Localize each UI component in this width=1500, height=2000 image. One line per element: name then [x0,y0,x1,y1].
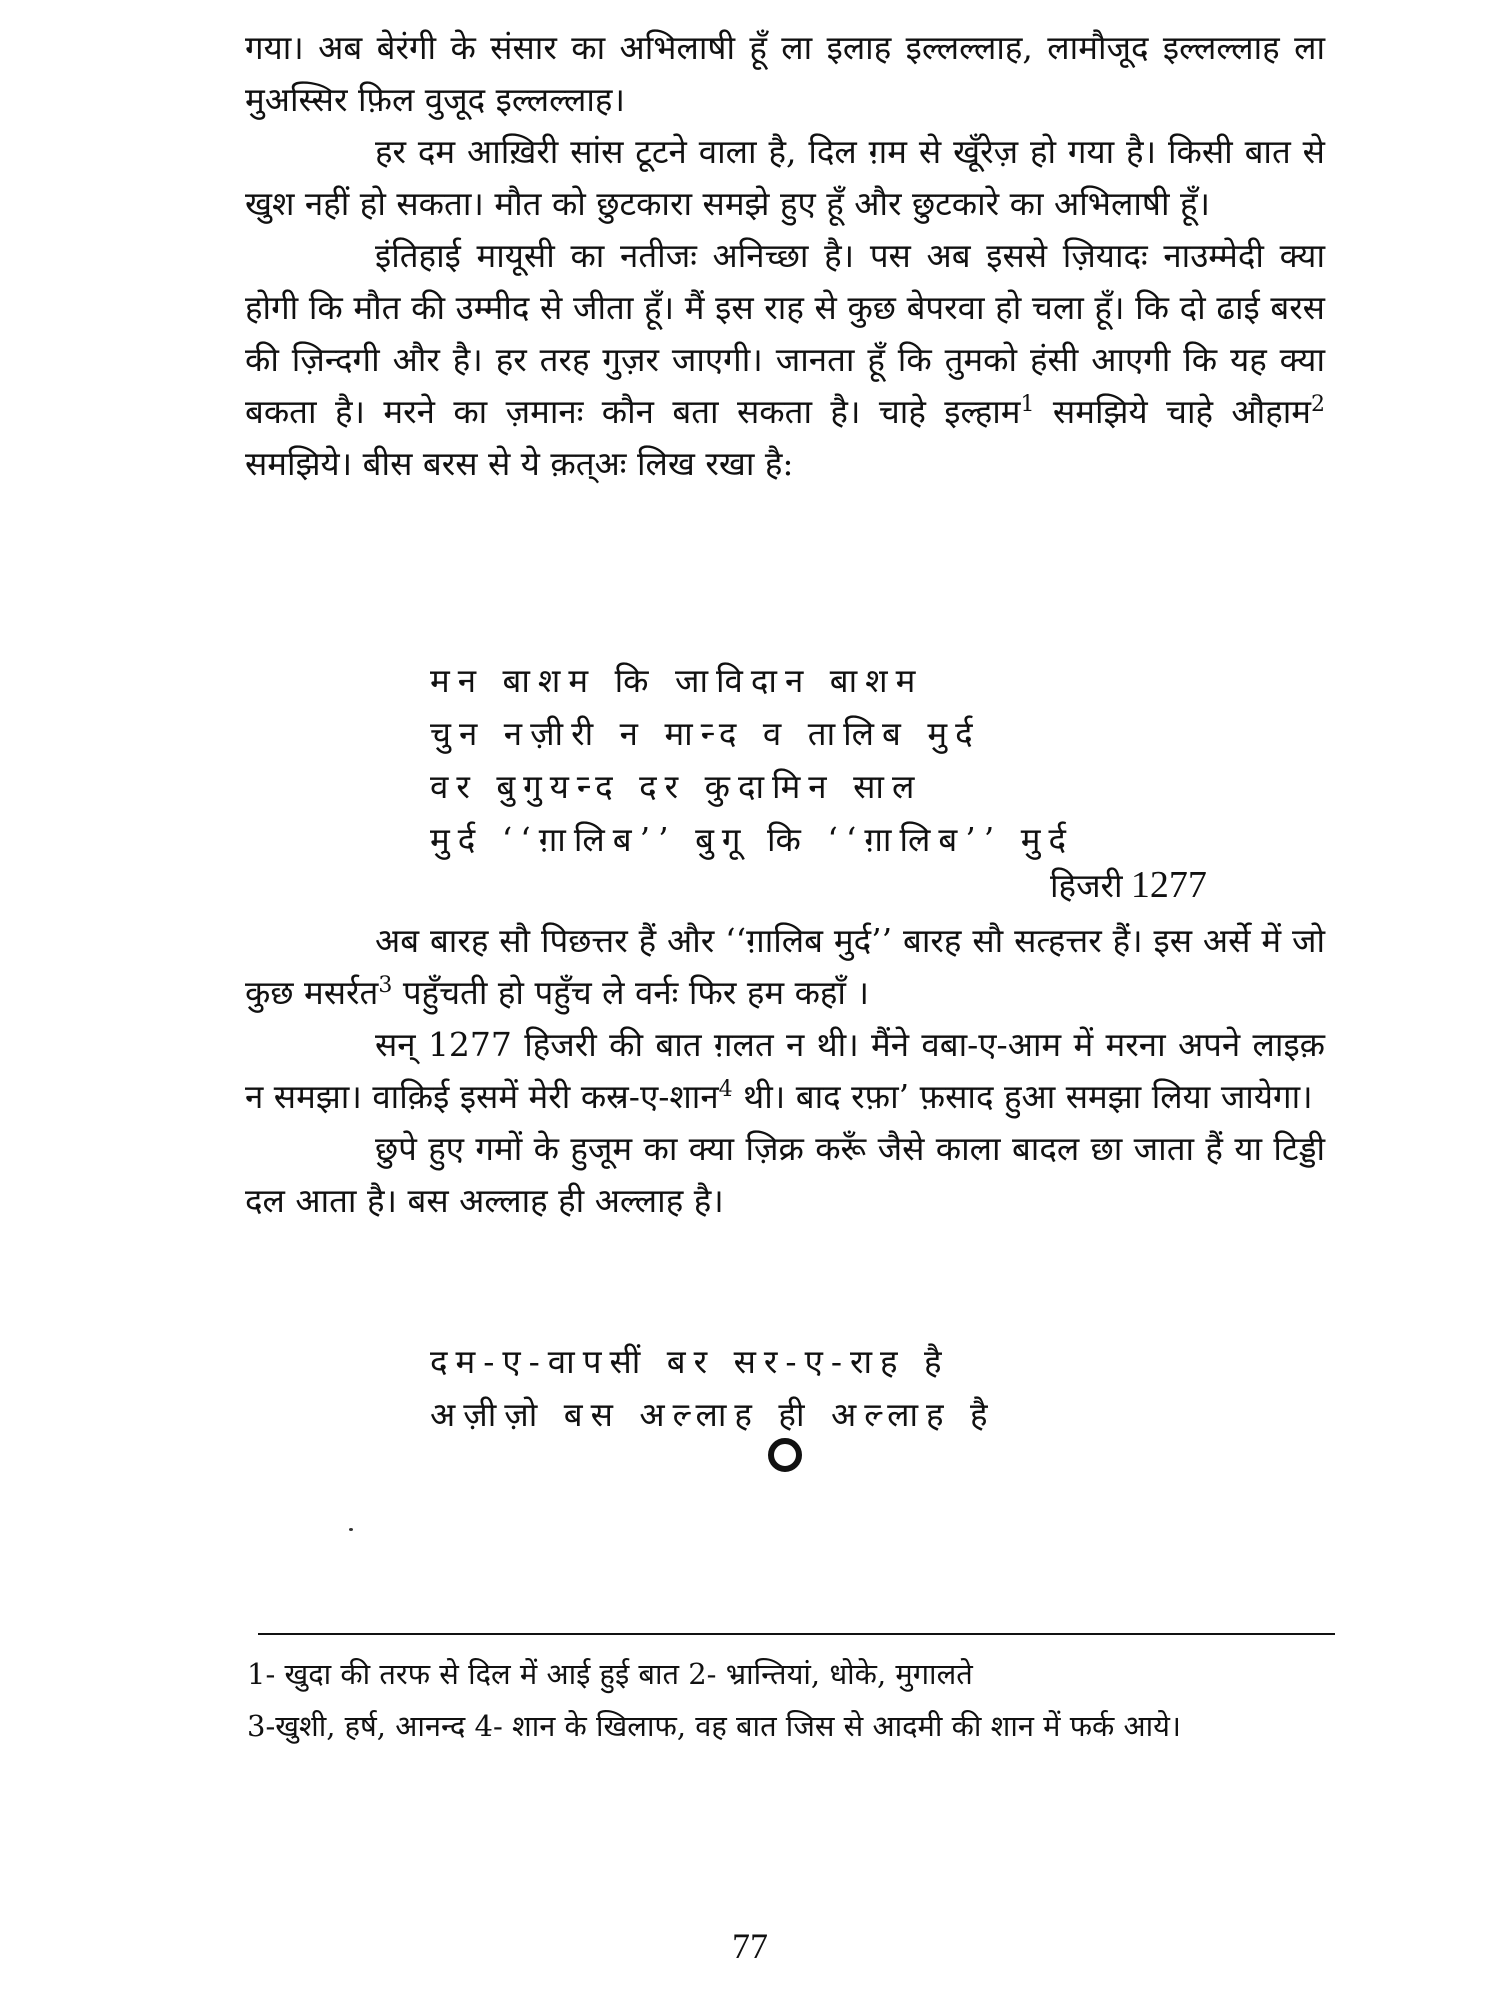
paragraph-5 [245,1019,1325,1123]
paragraph-4 [245,915,1325,1019]
paragraph-3-text-c: समझिये। बीस बरस से ये क़त्अः लिख रखा है: [245,444,794,483]
paragraph-6: छुपे हुए गमों के हुजूम का क्या ज़िक्र करूँ जैसे काला बादल छा जाता हैं या टिड्डी दल आता है। बस अल्लाह ही अल्लाह है। [245,1129,1325,1220]
prose-block-1 [245,22,1325,490]
footnote-marker-1: 1 [1020,392,1035,417]
page-number: 77 [732,1926,768,1966]
paragraph-5-text-a: सन् 1277 हिजरी की बात ग़लत न थी। मैंने वबा-ए-आम में मरना अपने लाइक़ न समझा। वाक़िई इसमें मेरी कस्र-ए-शान [245,1025,1325,1116]
prose-block-2 [245,915,1325,1227]
paragraph-3 [245,230,1325,490]
section-end-ornament [768,1438,802,1472]
verse-line: वर बुगुयन्द दर कुदामिन साल [430,767,923,806]
hijri-year: 1277 [1130,864,1207,906]
scan-speck [349,1528,353,1531]
footnote-marker-3: 3 [378,973,393,998]
paragraph-4-text-b: पहुँचती हो पहुँच ले वर्नः फिर हम कहाँ । [392,973,869,1012]
verse-line: मन बाशम कि जाविदान बाशम [430,661,924,700]
verse-line: मुर्द ‘‘ग़ालिब’’ बुगू कि ‘‘ग़ालिब’’ मुर्द [430,820,1074,859]
footnotes [247,1648,1327,1752]
paragraph-2: हर दम आख़िरी सांस टूटने वाला है, दिल ग़म से खूँरेज़ हो गया है। किसी बात से खुश नहीं हो सकता। मौत को छुटकारा समझे हुए हूँ और छुटकारे का अभिलाषी हूँ। [245,132,1325,223]
paragraph-3-text-a: इंतिहाई मायूसी का नतीजः अनिच्छा है। पस अब इससे ज़ियादः नाउम्मेदी क्या होगी कि मौत की उम्मीद से जीता हूँ। मैं इस राह से कुछ बेपरवा हो चला हूँ। कि दो ढाई बरस की ज़िन्दगी और है। हर तरह गुज़र जाएगी। जानता हूँ कि तुमको हंसी आएगी कि यह क्या बकता है। मरने का ज़मानः कौन बता सकता है। चाहे इल्हाम [245,236,1325,431]
footnote-divider [258,1633,1335,1635]
verse-line: दम-ए-वापसीं बर सर-ए-राह है [430,1342,950,1381]
footnote-line-1: 1- खुदा की तरफ से दिल में आई हुई बात 2- भ्रान्तियां, धोके, मुगालते [247,1657,973,1691]
verse-line: अज़ीज़ो बस अल्लाह ही अल्लाह है [430,1395,996,1434]
paragraph-3-text-b: समझिये चाहे औहाम [1034,392,1311,431]
hijri-label: हिजरी [1050,869,1123,905]
verse-line: चुन नज़ीरी न मान्द व तालिब मुर्द [430,714,981,753]
paragraph-1: गया। अब बेरंगी के संसार का अभिलाषी हूँ ला इलाह इल्लल्लाह, लामौजूद इल्लल्लाह ला मुअस्सिर फ़िल वुजूद इल्लल्लाह। [245,28,1325,119]
verse-block-2 [430,1335,1150,1441]
paragraph-4-text-a: अब बारह सौ पिछत्तर हैं और ‘‘ग़ालिब मुर्द’’ बारह सौ सत्हत्तर हैं। इस अर्से में जो कुछ मसर्रत [245,921,1325,1012]
footnote-marker-2: 2 [1311,392,1325,417]
footnote-line-2: 3-खुशी, हर्ष, आनन्द 4- शान के खिलाफ, वह बात जिस से आदमी की शान में फर्क आये। [247,1709,1181,1743]
verse-block-1 [430,654,1150,866]
paragraph-5-text-b: थी। बाद रफ़ा’ फ़साद हुआ समझा लिया जायेगा। [732,1077,1313,1116]
hijri-date [1050,862,1207,907]
footnote-marker-4: 4 [718,1077,733,1102]
